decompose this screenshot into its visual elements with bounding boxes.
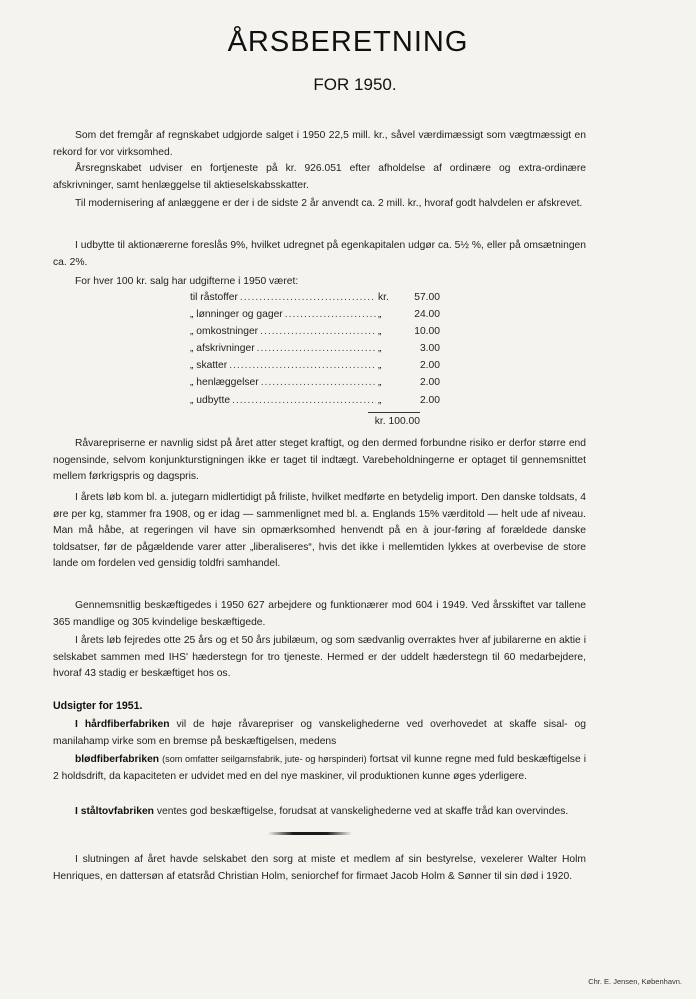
expense-leader-dots [260,326,376,337]
paragraph-modernisation-text: Til modernisering af anlæggene er der i de sidste 2 år anvendt ca. 2 mill. kr., hvoraf godt halvdelen er afskrevet. [75,198,583,209]
expense-leader-dots [257,343,376,354]
expense-currency: „ [378,394,382,406]
expense-row [190,360,440,377]
paragraph-employment-text: Gennemsnitlig beskæftigedes i 1950 627 arbejdere og funktionærer mod 604 i 1949. Ved årsskiftet var tallene 365 mandlige og 305 kvindelige beskæftigede. [53,600,586,628]
paragraph-sales-text: Som det fremgår af regnskabet udgjorde salget i 1950 22,5 mill. kr., såvel værdimæssigt som vægtmæssigt en rekord for vor virksomhed. [53,130,586,158]
expense-value: 2.00 [419,377,440,389]
expense-row [190,343,440,360]
expense-label: „ skatter [190,360,228,372]
expense-label: „ afskrivninger [190,343,255,355]
paragraph-closing-text: I slutningen af året havde selskabet den sorg at miste et medlem af sin bestyrelse, vexelerer Walter Holm Henriques, en dattersøn af etatsråd Christian Holm, seniorchef for firmaet Jacob Holm & Sønner til sin død i 1920. [53,854,586,882]
expense-currency: „ [378,309,382,321]
paragraph-steel-wire [53,804,586,821]
expense-row [190,326,440,343]
paragraph-employment [53,598,586,631]
hard-fibre-label: I hårdfiberfabriken [75,719,170,730]
expenses-table [190,292,440,412]
expense-label: „ omkostninger [190,326,259,338]
expense-currency: „ [378,377,382,389]
printer-imprint: Chr. E. Jensen, København. [588,977,682,986]
expense-row [190,309,440,326]
expense-leader-dots [261,377,376,388]
expenses-sum-rule [368,412,420,413]
paragraph-sales [53,128,586,161]
expense-value: 24.00 [414,309,440,321]
expense-currency: kr. [378,292,389,303]
page-title: ÅRSBERETNING [227,26,469,58]
expense-value: 2.00 [419,360,440,372]
paragraph-customs-text: I årets løb kom bl. a. jutegarn midlertidigt på frilistе, hvilket medførte en betydelig import. Den danske toldsats, 4 øre per kg, stammer fra 1908, og er idag — sammenlignet med bl. a. Englands 15% værditold — helt ude af niveau. Man må håbe, at regeringen vil have sin opmærksomhed henvendt på en à jour-føring af forældede danske toldsatser, før de pågældende varer atter „liberaliseres“, hvis det ikke i mellemtiden lykkes at overbevise de store lande om fordelen ved gensidig toldfri samhandel. [53,492,586,570]
expense-label: „ henlæggelser [190,377,259,389]
expense-label: „ udbytte [190,394,231,406]
paragraph-profit [53,161,586,194]
soft-fibre-note: (som omfatter seilgarnsfabrik, jute- og hørspinderi) [162,754,367,764]
expense-currency: „ [378,343,382,355]
soft-fibre-text: fortsat vil kunne regne med fuld beskæftigelse i 2 holdsdrift, da kapaciteten er udvidet med en del nye maskiner, vil produktionen kunne øges yderligere. [53,754,586,782]
section-divider [268,832,352,835]
expense-value: 57.00 [414,292,440,303]
expense-value: 10.00 [414,326,440,338]
paragraph-soft-fibre [53,751,586,785]
paragraph-closing [53,852,586,885]
outlook-heading: Udsigter for 1951. [53,700,143,712]
paragraph-raw-materials-text: Råvarepriserne er navnlig sidst på året atter steget kraftigt, og den dermed forbundne risiko er derfor større end nogensinde, selvom konjunkturstigningen ikke er taget til indtægt. Varebeholdningerne er optaget til gennemsnittet mellem førkrigspris og dagspris. [53,438,586,483]
page-subtitle: FOR 1950. [313,75,397,94]
soft-fibre-label: blødfiberfabriken [75,754,160,765]
paragraph-dividend-text: I udbytte til aktionærerne foreslås 9%, hvilket udregnet på egenkapitalen udgør ca. 5½ %, eller på omsætningen ca. 2%. [53,240,586,268]
steel-wire-text: ventes god beskæftigelse, forudsat at vanskelighederne ved at skaffe tråd kan overvindes. [156,806,569,817]
expense-label: „ lønninger og gager [190,309,283,321]
expenses-intro: For hver 100 kr. salg har udgifterne i 1950 været: [75,276,299,287]
paragraph-modernisation [53,196,586,213]
expense-value: 2.00 [419,394,440,406]
paragraph-dividend [53,238,586,271]
expense-row [190,292,440,309]
hard-fibre-text: vil de høje råvarepriser og vanskelighederne ved overhovedet at skaffe sisal- og manilahamp virke som en bremse på beskæftigelsen, medens [53,719,586,747]
steel-wire-label: I ståltovfabriken [75,806,154,817]
expense-leader-dots [232,395,376,406]
paragraph-jubilee [53,633,586,683]
expense-value: 3.00 [419,343,440,355]
expense-currency: „ [378,326,382,338]
expense-leader-dots [229,360,376,371]
paragraph-hard-fibre [53,717,586,750]
expense-currency: „ [378,360,382,372]
expense-row [190,395,440,412]
expense-leader-dots [240,292,376,303]
expense-leader-dots [285,309,376,320]
expenses-total: kr. 100.00 [374,416,420,427]
paragraph-raw-materials [53,436,586,486]
expense-row [190,377,440,394]
paragraph-customs [53,490,586,573]
paragraph-jubilee-text: I årets løb fejredes otte 25 års og et 50 års jubilæum, og som sædvanlig overraktes hver af jubilarerne en aktie i selskabet sammen med IHS' hæderstegn for tro tjeneste. Hermed er der uddelt hæderstegn til 60 medarbejdere, hvoraf 43 stadig er beskæftiget hos os. [53,635,586,680]
expense-label: til råstoffer [190,292,238,303]
paragraph-profit-text: Årsregnskabet udviser en fortjeneste på kr. 926.051 efter afholdelse af ordinære og extra-ordinære afskrivninger, samt henlæggelse til aktieselskabsskatter. [53,163,586,191]
